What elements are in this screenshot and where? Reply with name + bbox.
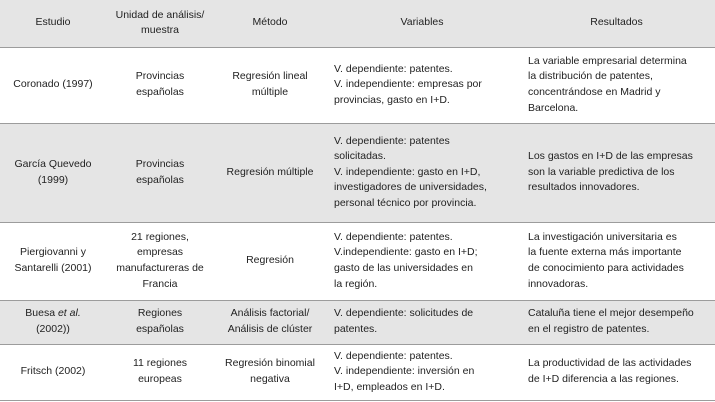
cell-estudio [0, 300, 106, 344]
header-estudio: Estudio [35, 16, 71, 29]
cell-line: la fuente externa más importante [528, 246, 682, 259]
cell-line: V. independiente: empresas por [334, 78, 482, 91]
cell-line: (2002)) [36, 323, 70, 335]
cell-line: Fritsch (2002) [20, 365, 86, 378]
cell-resultados [518, 222, 715, 300]
cell-variables [326, 47, 518, 123]
author-et-al: et al. [57, 307, 81, 320]
cell-line: La variable empresarial determina [528, 54, 687, 67]
cell-variables [326, 123, 518, 222]
cell-line: (1999) [37, 173, 69, 186]
cell-line: Regresión binomial [225, 357, 315, 370]
cell-line: de conocimiento para actividades [528, 262, 684, 274]
author-name: Buesa [25, 307, 56, 320]
cell-line: Análisis factorial/ [230, 307, 310, 320]
cell-unidad [106, 47, 214, 123]
cell-unidad [106, 344, 214, 400]
cell-line: de I+D diferencia a las regiones. [528, 373, 679, 385]
cell-line: investigadores de universidades, [334, 181, 487, 194]
cell-line: V. independiente: inversión en [334, 365, 475, 378]
header-unidad [106, 0, 214, 47]
cell-line: españolas [136, 86, 184, 98]
cell-resultados [518, 344, 715, 400]
cell-line: V. dependiente: solicitudes de [334, 307, 474, 320]
cell-line [6, 306, 100, 322]
cell-line: Barcelona. [528, 101, 579, 114]
cell-line: innovadoras. [528, 277, 589, 290]
cell-line: resultados innovadores. [528, 181, 640, 194]
table-row [0, 222, 715, 300]
cell-metodo [214, 344, 326, 400]
cell-estudio [0, 47, 106, 123]
cell-line: solicitadas. [334, 150, 386, 163]
cell-line: europeas [138, 373, 182, 385]
cell-line: Francia [142, 277, 178, 290]
cell-line: Los gastos en I+D de las empresas [528, 150, 693, 163]
cell-metodo [214, 222, 326, 300]
cell-unidad [106, 300, 214, 344]
header-resultados: Resultados [590, 16, 643, 29]
cell-line: Santarelli (2001) [14, 262, 92, 274]
cell-line: Piergiovanni y [20, 246, 86, 259]
cell-line: V. dependiente: patentes. [334, 349, 453, 362]
cell-estudio [0, 123, 106, 222]
cell-resultados [518, 47, 715, 123]
cell-line: Análisis de clúster [227, 323, 313, 335]
cell-resultados [518, 300, 715, 344]
cell-line: Regresión múltiple [226, 165, 314, 178]
table-row [0, 344, 715, 400]
cell-line: La investigación universitaria es [528, 230, 677, 243]
cell-line: V.independiente: gasto en I+D; [334, 246, 478, 259]
cell-line: Coronado (1997) [13, 78, 93, 91]
cell-line: La productividad de las actividades [528, 357, 692, 370]
cell-metodo [214, 47, 326, 123]
cell-line: Provincias [135, 70, 185, 83]
cell-line: múltiple [251, 86, 289, 98]
cell-line: I+D, empleados en I+D. [334, 380, 445, 393]
header-unidad-line: muestra [141, 24, 179, 37]
cell-line: patentes. [334, 323, 378, 335]
cell-variables [326, 300, 518, 344]
cell-line: empresas [136, 246, 184, 259]
cell-line: 21 regiones, [131, 230, 189, 243]
cell-unidad [106, 222, 214, 300]
table-row [0, 123, 715, 222]
cell-line: provincias, gasto en I+D. [334, 93, 450, 106]
header-metodo: Método [252, 16, 288, 29]
cell-line: V. dependiente: patentes [334, 134, 450, 147]
cell-line: gasto de las universidades en [334, 262, 473, 274]
cell-metodo [214, 300, 326, 344]
cell-line: españolas [136, 323, 184, 335]
cell-resultados [518, 123, 715, 222]
table-row [0, 300, 715, 344]
header-variables: Variables [400, 16, 444, 29]
cell-line: Regiones [137, 307, 183, 320]
cell-line: la región. [334, 277, 378, 290]
cell-estudio [0, 222, 106, 300]
cell-line: son la variable predictiva de los [528, 165, 675, 178]
cell-line: Regresión [246, 254, 294, 267]
cell-line: en el registro de patentes. [528, 323, 650, 335]
cell-line: la distribución de patentes, [528, 70, 653, 83]
cell-line: negativa [250, 373, 290, 385]
cell-variables [326, 222, 518, 300]
cell-variables [326, 344, 518, 400]
header-row [0, 0, 715, 47]
cell-line: Provincias [135, 157, 185, 170]
cell-line: V. dependiente: patentes. [334, 230, 453, 243]
cell-metodo [214, 123, 326, 222]
cell-line: manufactureras de [116, 262, 204, 274]
cell-line: españolas [136, 173, 184, 186]
cell-line: Cataluña tiene el mejor desempeño [528, 307, 694, 320]
cell-line: Regresión lineal [232, 70, 308, 83]
cell-line: V. independiente: gasto en I+D, [334, 165, 481, 178]
cell-line: V. dependiente: patentes. [334, 62, 453, 75]
cell-estudio [0, 344, 106, 400]
cell-line: personal técnico por provincia. [334, 196, 477, 209]
cell-line: 11 regiones [132, 357, 188, 370]
cell-line: García Quevedo [14, 157, 92, 170]
header-unidad-line: Unidad de análisis/ [115, 8, 205, 21]
cell-unidad [106, 123, 214, 222]
table-row [0, 47, 715, 123]
cell-line: concentrándose en Madrid y [528, 86, 661, 98]
